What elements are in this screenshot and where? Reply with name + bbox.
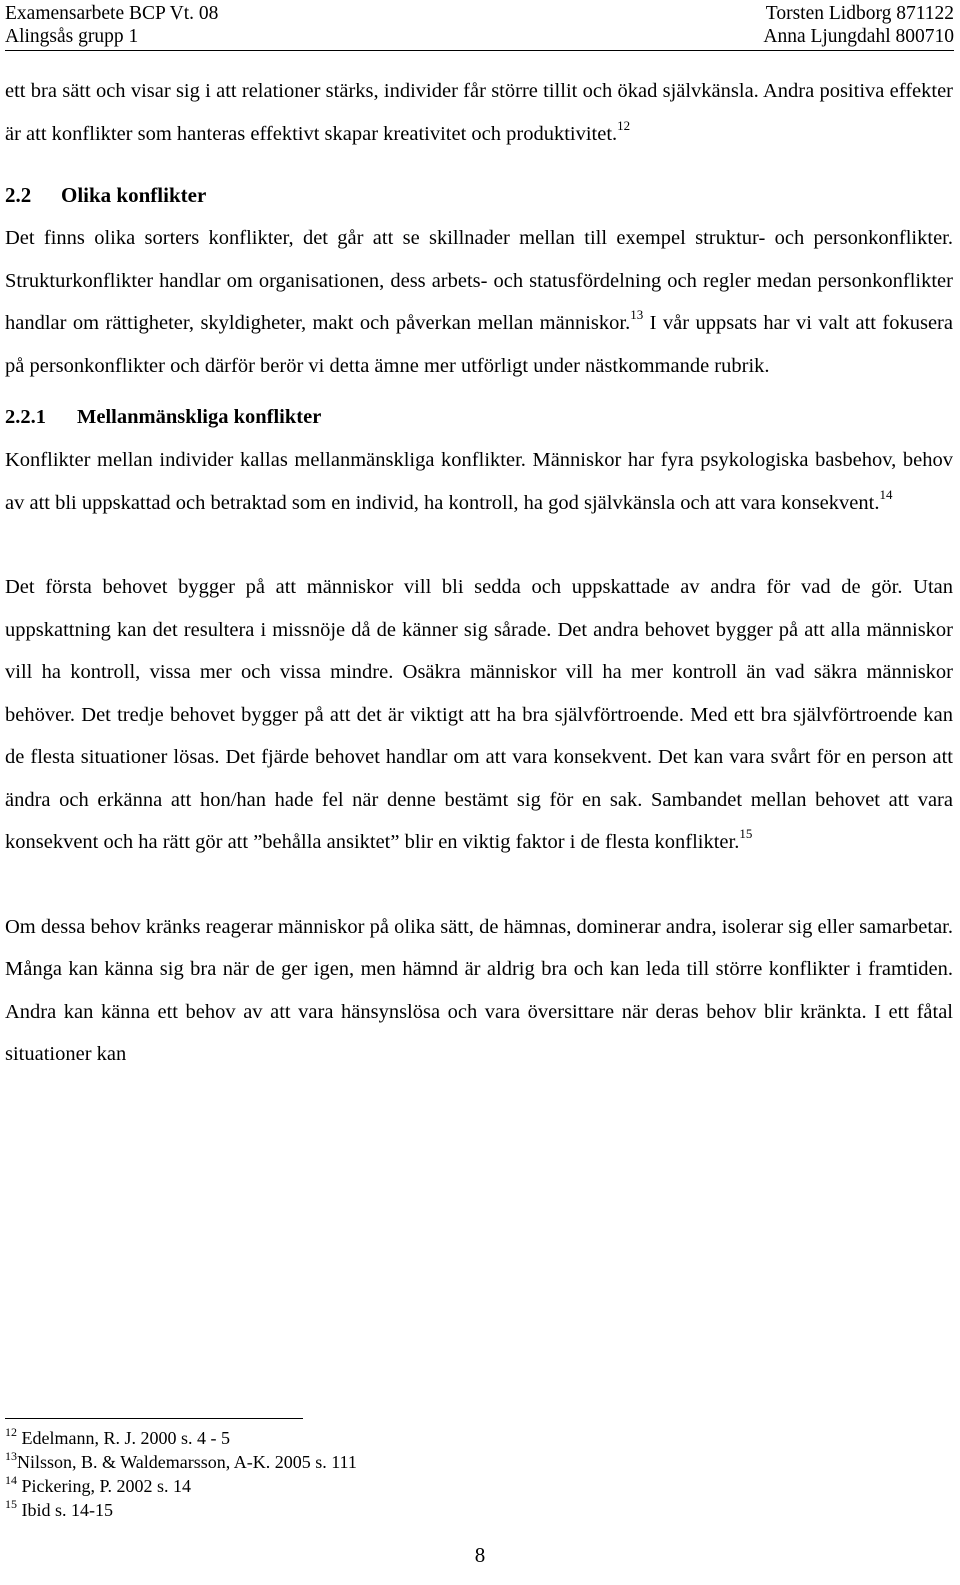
header-author-2: Anna Ljungdahl 800710 — [763, 26, 954, 47]
footnote-number: 15 — [5, 1497, 17, 1511]
footnote-15 — [5, 1498, 357, 1522]
paragraph-2-text-a: Det finns olika sorters konflikter, det går att se skillnader mellan till exempel struktur- och personkonflikter. Strukturkonflikter handlar om organisationen, dess arbets- och statusfördelning och regler medan personkonflikter handlar om rättigheter, skyldigheter, makt och påverkan mellan människor. — [5, 227, 953, 334]
footnotes — [5, 1426, 357, 1522]
paragraph-1 — [5, 70, 953, 155]
footnote-text: Nilsson, B. & Waldemarsson, A-K. 2005 s. 111 — [17, 1452, 357, 1472]
footnote-ref-14: 14 — [879, 486, 893, 502]
header-group: Alingsås grupp 1 — [5, 26, 139, 47]
footnote-separator — [5, 1418, 303, 1419]
page-number: 8 — [474, 1543, 486, 1567]
paragraph-3 — [5, 439, 953, 524]
section-number: 2.2 — [5, 183, 32, 207]
section-title: Olika konflikter — [61, 183, 207, 207]
header-rule — [5, 50, 954, 51]
footnote-13 — [5, 1450, 357, 1474]
subsection-number: 2.2.1 — [5, 406, 46, 428]
footnote-12 — [5, 1426, 357, 1450]
paragraph-2-text-b: I vår uppsats har vi valt att fokusera på personkonflikter och därför berör vi detta ämne mer utförligt under nästkommande rubrik. — [5, 312, 953, 377]
header-right — [763, 2, 954, 48]
body-text — [5, 70, 953, 1076]
footnote-text: Pickering, P. 2002 s. 14 — [17, 1476, 192, 1496]
header-course: Examensarbete BCP Vt. 08 — [5, 3, 219, 24]
paragraph-3-text: Konflikter mellan individer kallas mellanmänskliga konflikter. Människor har fyra psykologiska basbehov, behov av att bli uppskattad och betraktad som en individ, ha kontroll, ha god självkänsla och att vara konsekvent. — [5, 449, 953, 514]
footnote-text: Ibid s. 14-15 — [17, 1500, 113, 1520]
footnote-ref-13: 13 — [630, 307, 644, 323]
paragraph-4 — [5, 566, 953, 864]
section-heading-2-2 — [5, 173, 953, 217]
running-header — [5, 2, 954, 48]
paragraph-5-text: Om dessa behov kränks reagerar människor på olika sätt, de hämnas, dominerar andra, isolerar sig eller samarbetar. Många kan känna sig bra när de ger igen, men hämnd är aldrig bra och kan leda till större konflikter i framtiden. Andra kan känna ett behov av att vara hänsynslösa och vara översittare när deras behov blir kränkta. I ett fåtal situationer kan — [5, 915, 953, 1065]
paragraph-5 — [5, 906, 953, 1076]
footnote-14 — [5, 1474, 357, 1498]
paragraph-2 — [5, 217, 953, 387]
footnote-ref-12: 12 — [617, 117, 631, 133]
footnote-number: 13 — [5, 1449, 17, 1463]
footnote-number: 12 — [5, 1425, 17, 1439]
section-heading-2-2-1 — [5, 395, 953, 439]
footnote-ref-15: 15 — [739, 826, 753, 842]
footnote-number: 14 — [5, 1473, 17, 1487]
paragraph-4-text: Det första behovet bygger på att människor vill bli sedda och uppskattade av andra för vad de gör. Utan uppskattning kan det resultera i missnöje då de känner sig sårade. Det andra behovet bygger på att alla människor vill ha kontroll, vissa mer och vissa mindre. Osäkra människor vill ha mer kontroll än vad säkra människor behöver. Det tredje behovet bygger på att det är viktigt att ha bra självförtroende. Med ett bra självförtroende kan de flesta situationer lösas. Det fjärde behovet handlar om att vara konsekvent. Det kan vara svårt för en person att ändra och erkänna att hon/han hade fel när denne bestämt sig för en sak. Sambandet mellan behovet att vara konsekvent och ha rätt gör att ”behålla ansiktet” blir en viktig faktor i de flesta konflikter. — [5, 576, 953, 853]
paragraph-1-text: ett bra sätt och visar sig i att relationer stärks, individer får större tillit och ökad självkänsla. Andra positiva effekter är att konflikter som hanteras effektivt skapar kreativitet och produktivitet. — [5, 80, 953, 145]
subsection-title: Mellanmänskliga konflikter — [77, 406, 322, 428]
header-author-1: Torsten Lidborg 871122 — [765, 3, 954, 24]
footnote-text: Edelmann, R. J. 2000 s. 4 - 5 — [17, 1428, 230, 1448]
header-left — [5, 2, 218, 48]
